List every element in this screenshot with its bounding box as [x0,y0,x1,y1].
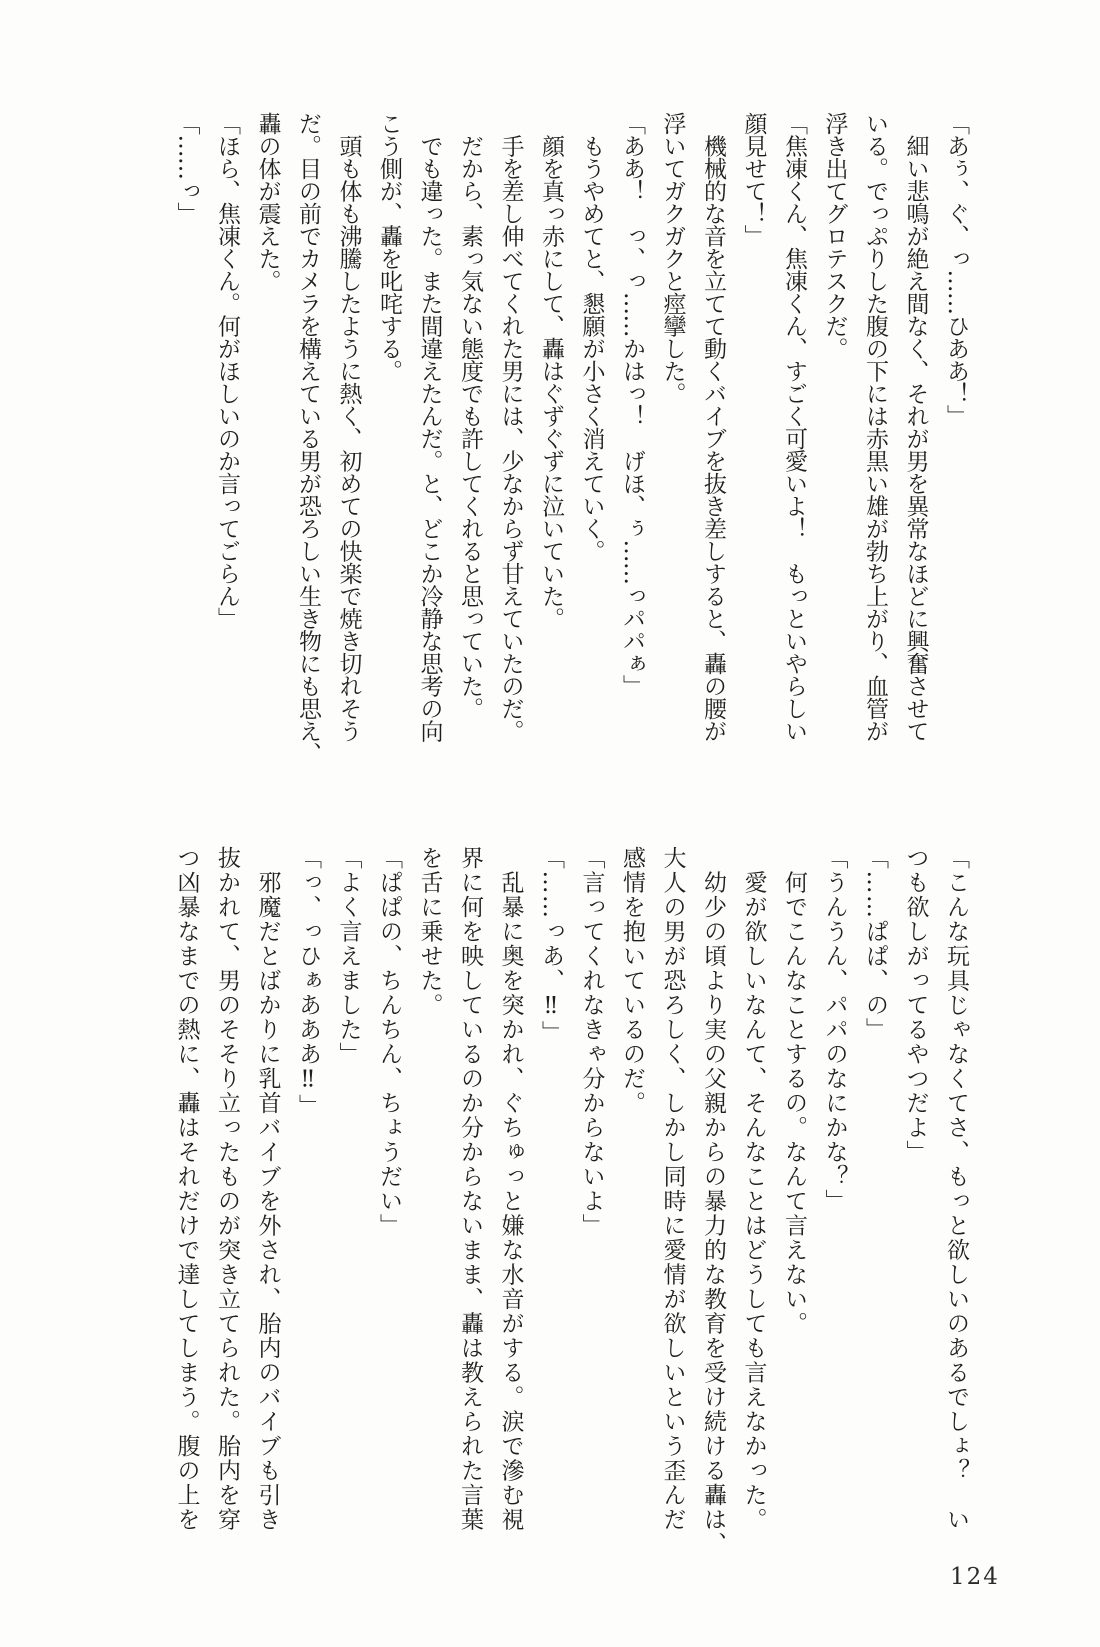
text-column: 浮き出てグロテスクだ。 [821,112,848,360]
text-column: つ凶暴なまでの熱に、轟はそれだけで達してしまう。腹の上を [173,846,200,1532]
page-number: 124 [950,1564,1000,1590]
text-column: 大人の男が恐ろしく、しかし同時に愛情が欲しいという歪んだ [659,846,686,1532]
text-column: こう側が、轟を叱咤する。 [376,112,402,382]
text-column: いる。でっぷりした腹の下には赤黒い雄が勃ち上がり、血管が [862,112,888,742]
text-column: 乱暴に奥を突かれ、ぐちゅっと嫌な水音がする。涙で滲む視 [497,846,524,1532]
text-column: 「こんな玩具じゃなくてさ、もっと欲しいのあるでしょ？ い [943,846,969,1532]
text-column: だ。目の前でカメラを構えている男が恐ろしい生き物にも思え、 [295,112,321,765]
text-column: 浮いてガクガクと痙攣した。 [659,112,686,405]
text-column: 界に何を映しているのか分からないまま、轟は教えられた言葉 [457,846,483,1532]
text-column: 「言ってくれなきゃ分からないよ」 [578,846,605,1238]
text-column: 手を差し伸べてくれた男には、少なからず甘えていたのだ。 [497,112,524,742]
text-column: 感情を抱いているのだ。 [619,846,645,1116]
text-column: 「ぱぱの、ちんちん、ちょうだい」 [376,846,402,1238]
text-column: 幼少の頃より実の父親からの暴力的な教育を受け続ける轟は、 [700,846,726,1557]
text-column: 「あぅ、ぐ、っ……ひああ！」 [943,112,969,427]
bottom-text-block [166,846,976,1562]
top-text-block [166,112,976,792]
text-column: 「よく言えました」 [335,846,362,1067]
text-column: だから、素っ気ない態度でも許してくれると思っていた。 [457,112,483,720]
text-column: 「ああ！ っ、っ……かはっ！ げほ、ぅ……っパパぁ」 [619,112,645,697]
text-column: を舌に乗せた。 [416,846,443,1018]
text-column: 邪魔だとばかりに乳首バイブを外され、胎内のバイブも引き [254,846,281,1532]
text-column: 「……っ」 [173,112,200,225]
text-column: 愛が欲しいなんて、そんなことはどうしても言えなかった。 [740,846,767,1532]
text-column: 機械的な音を立てて動くバイブを抜き差しすると、轟の腰が [700,112,726,742]
text-column: 顔見せて！」 [740,112,767,247]
text-column: 「焦凍くん、焦凍くん、すごく可愛いよ！ もっといやらしい [781,112,807,742]
text-column: 顔を真っ赤にして、轟はぐずぐずに泣いていた。 [538,112,564,630]
text-column: 轟の体が震えた。 [254,112,281,292]
text-column: 抜かれて、男のそそり立ったものが突き立てられた。胎内を穿 [214,846,240,1532]
text-column: 「っ、っひぁあああ‼」 [295,846,321,1119]
text-column: 細い悲鳴が絶え間なく、それが男を異常なほどに興奮させて [902,112,929,742]
text-column: 「……っあ、‼」 [538,846,564,1045]
text-column: でも違った。また間違えたんだ。と、どこか冷静な思考の向 [416,112,443,742]
text-column: 「ほら、焦凍くん。何がほしいのか言ってごらん」 [214,112,240,630]
text-column: 「……ぱぱ、の」 [862,846,888,1042]
text-column: もうやめてと、懇願が小さく消えていく。 [578,112,605,562]
text-column: つも欲しがってるやつだよ」 [902,846,929,1165]
text-column: 頭も体も沸騰したように熱く、初めての快楽で焼き切れそう [335,112,362,742]
text-column: 何でこんなことするの。なんて言えない。 [781,846,807,1336]
text-column: 「うんうん、パパのなにかな？」 [821,846,848,1214]
